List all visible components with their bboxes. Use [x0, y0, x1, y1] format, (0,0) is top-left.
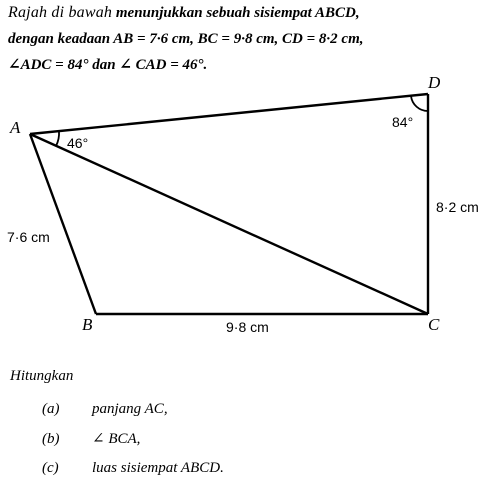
side-label-CD: 8·2 cm: [436, 199, 479, 215]
angle-arc-D: [411, 96, 428, 111]
angle-arc-A: [56, 131, 59, 146]
question-text: luas sisiempat ABCD.: [92, 460, 224, 476]
question-text: ∠ BCA,: [92, 431, 141, 447]
angle-label-D: 84°: [392, 114, 414, 130]
vertex-label-D: D: [428, 73, 441, 92]
questions-heading: Hitungkan: [10, 368, 74, 384]
side-AB: [30, 134, 96, 314]
intro-lead: Rajah di bawah: [8, 4, 113, 21]
question-label: (c): [42, 460, 59, 476]
side-AD: [30, 94, 428, 134]
diagonal-AC: [30, 134, 428, 314]
vertex-label-B: B: [82, 315, 93, 334]
angle-label-A: 46°: [67, 135, 89, 151]
vertex-label-A: A: [10, 118, 21, 137]
question-text: panjang AC,: [92, 401, 168, 417]
intro-line-2: dengan keadaan AB = 7·6 cm, BC = 9·8 cm, CD = 8·2 cm,: [8, 31, 364, 47]
question-label: (a): [42, 401, 60, 417]
intro-line-1-rest: menunjukkan sebuah sisiempat ABCD,: [115, 5, 360, 21]
side-label-AB: 7·6 cm: [7, 229, 50, 245]
side-label-BC: 9·8 cm: [226, 319, 269, 335]
intro-line-3: ∠ADC = 84° dan ∠ CAD = 46°.: [8, 57, 208, 73]
vertex-label-C: C: [428, 315, 440, 334]
question-label: (b): [42, 431, 60, 447]
